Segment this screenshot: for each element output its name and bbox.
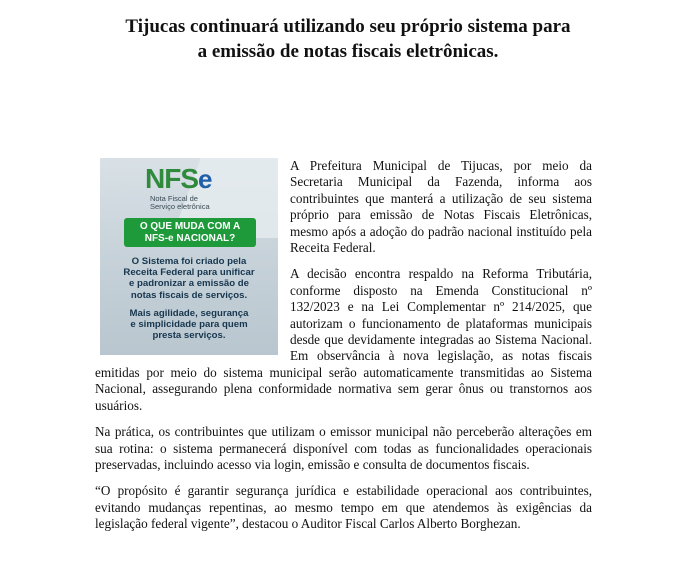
title-line-2: a emissão de notas fiscais eletrônicas. [197,41,499,62]
paragraph-2: A decisão encontra respaldo na Reforma Tributária, conforme disposto na Emenda Constitucional nº 132/2023 e na Lei Complementar nº 214/2025, que autorizam o funcionamento de plataformas municipais desde que devidamente integradas ao Sistema Nacional. Em observância à nova legislação, as notas fiscais emitidas por meio do sistema municipal serão automaticamente transmitidas ao Sistema Nacional, assegurando plena conformidade normativa sem gerar ônus ou transtornos aos usuários. [95,266,592,413]
article-body [95,158,592,543]
nfse-infographic-image [100,158,278,355]
question-banner: O QUE MUDA COM A NFS-e NACIONAL? [124,218,256,247]
paragraph-3: Na prática, os contribuintes que utilizam o emissor municipal não perceberão alterações em sua rotina: o sistema permanecerá disponível com todas as funcionalidades operacionais preservadas, incluindo acesso via login, emissão e consulta de documentos fiscais. [95,424,592,472]
article-title [0,14,696,64]
infographic-text-1: O Sistema foi criado pela Receita Federal para unificar e padronizar a emissão de notas fiscais de serviços. [123,256,255,301]
nfse-logo: NFSe [145,163,212,194]
nfse-logo-subtitle: Nota Fiscal de Serviço eletrônica [150,194,210,211]
title-line-1: Tijucas continuará utilizando seu próprio sistema para [125,16,571,37]
paragraph-4: “O propósito é garantir segurança jurídica e estabilidade operacional aos contribuintes, evitando mudanças repentinas, ao mesmo tempo em que atendemos às exigências da legislação federal vigente”, destacou o Auditor Fiscal Carlos Alberto Borghezan. [95,483,592,532]
paragraph-1: A Prefeitura Municipal de Tijucas, por meio da Secretaria Municipal da Fazenda, informa aos contribuintes que manterá a utilização de seu sistema próprio para emissão de Notas Fiscais Eletrônicas, mesmo após a adoção do padrão nacional instituído pela Receita Federal. [290,158,592,256]
infographic-text-2: Mais agilidade, segurança e simplicidade para quem presta serviços. [129,308,249,342]
